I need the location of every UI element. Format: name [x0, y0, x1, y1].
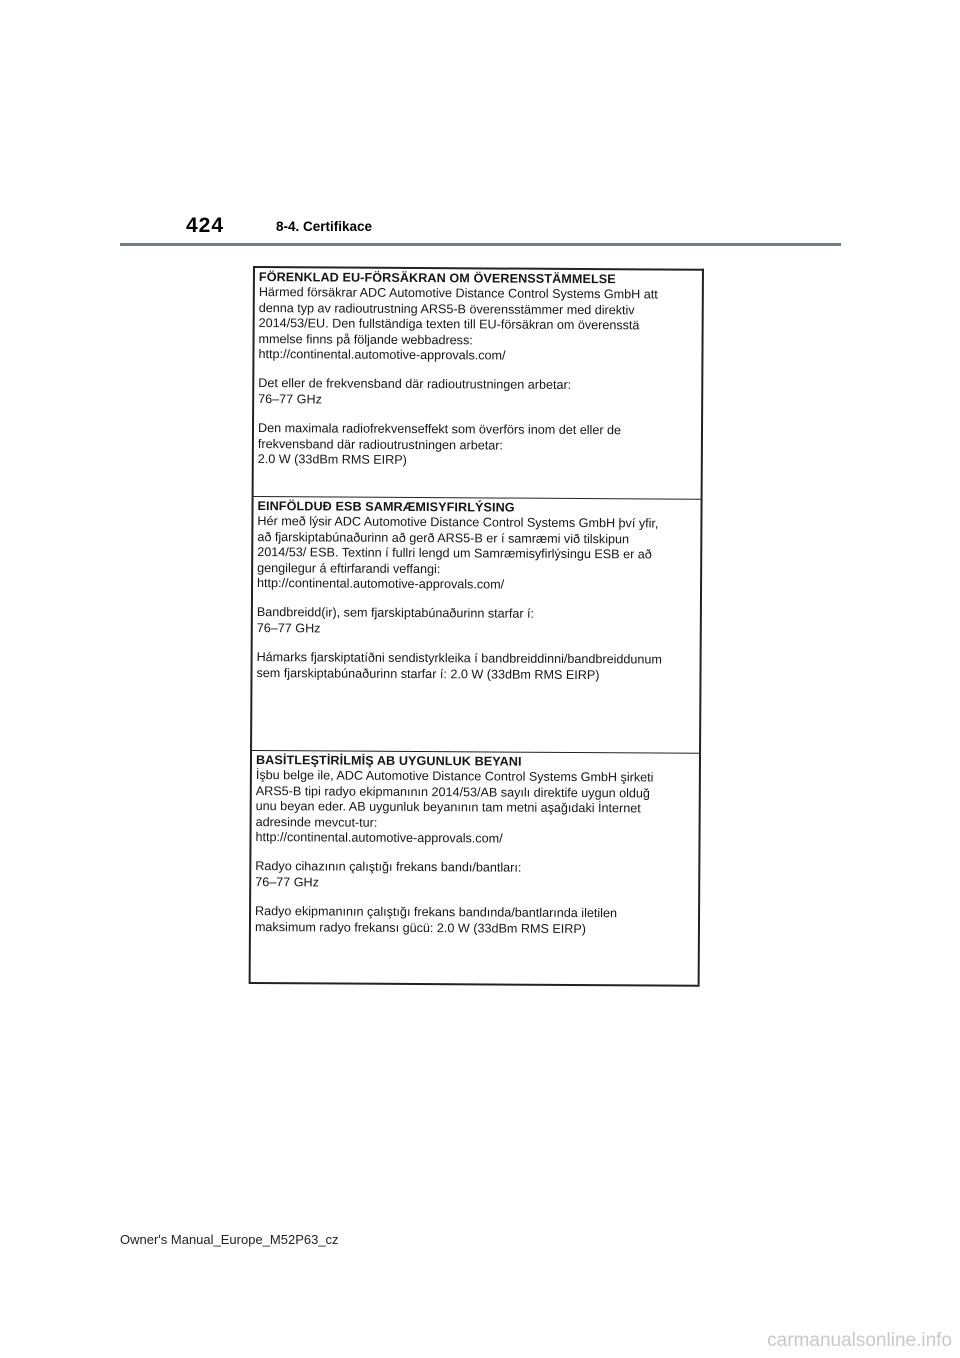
text-line: Det eller de frekvensband där radioutrustningen arbetar:: [258, 376, 572, 393]
declaration-swedish: [254, 268, 702, 499]
page-number: 424: [186, 214, 225, 237]
text-line: frekvensband där radioutrustningen arbetar:: [257, 436, 503, 453]
declaration-body: [258, 285, 696, 470]
url-line: http://continental.automotive-approvals.com/: [258, 347, 506, 363]
text-line: gengilegur á eftirfarandi veffangi:: [257, 560, 441, 576]
declaration-body: [255, 768, 693, 937]
text-line: sem fjarskiptabúnaðurinn starfar í: 2.0 W (33dBm RMS EIRP): [256, 665, 600, 682]
footer-text: Owner's Manual_Europe_M52P63_cz: [120, 1232, 339, 1247]
text-line: unu beyan eder. AB uygunluk beyanının tam metni aşağıdaki İnternet: [255, 799, 641, 816]
text-line: 76–77 GHz: [258, 391, 322, 407]
watermark: carmanualsonline.info: [767, 1330, 952, 1351]
declaration-turkish: [251, 750, 699, 987]
text-line: Hér með lýsir ADC Automotive Distance Control Systems GmbH því yfir,: [257, 514, 659, 531]
declaration-heading: EINFÖLDUÐ ESB SAMRÆMISYFIRLÝSING: [257, 499, 515, 515]
url-line: http://continental.automotive-approvals.com/: [257, 576, 505, 592]
text-line: Den maximala radiofrekvenseffekt som överförs inom det eller de: [257, 421, 622, 438]
text-line: 2.0 W (33dBm RMS EIRP): [257, 452, 407, 468]
declaration-heading: FÖRENKLAD EU-FÖRSÄKRAN OM ÖVERENSSTÄMMELSE: [258, 270, 616, 287]
url-line: http://continental.automotive-approvals.com/: [255, 830, 503, 846]
text-line: İşbu belge ile, ADC Automotive Distance Control Systems GmbH şirketi: [255, 768, 654, 785]
declaration-icelandic: [252, 496, 701, 753]
text-line: Radyo cihazının çalıştığı frekans bandı/bantları:: [255, 859, 522, 876]
header-rule: [120, 243, 841, 246]
text-line: denna typ av radioutrustning ARS5-B överensstämmer med direktiv: [258, 300, 635, 318]
text-line: ARS5-B tipi radyo ekipmanının 2014/53/AB sayılı direktife uygun olduğ: [255, 783, 650, 801]
declaration-heading: BASİTLEŞTİRİLMİŞ AB UYGUNLUK BEYANI: [255, 753, 522, 769]
declaration-body: [256, 514, 694, 683]
text-line: að fjarskiptabúnaðurinn að gerð ARS5-B er í samræmi við tilskipun: [257, 529, 630, 547]
text-line: 2014/53/ ESB. Textinn í fullri lengd um Samræmisyfirlýsingu ESB er að: [257, 545, 652, 562]
declaration-box: [249, 266, 704, 985]
section-title: 8-4. Certifikace: [276, 219, 373, 234]
text-line: Bandbreidd(ir), sem fjarskiptabúnaðurinn starfar í:: [256, 605, 535, 622]
text-line: Radyo ekipmanının çalıştığı frekans bandında/bantlarında iletilen: [255, 904, 618, 921]
text-line: mmelse finns på följande webbadress:: [258, 331, 473, 347]
text-line: Hámarks fjarskiptatíðni sendistyrkleika í bandbreiddinni/bandbreiddunum: [256, 650, 662, 667]
text-line: 2014/53/EU. Den fullständiga texten till EU-försäkran om överensstä: [258, 316, 640, 333]
text-line: Härmed försäkrar ADC Automotive Distance Control Systems GmbH att: [258, 285, 658, 302]
text-line: 76–77 GHz: [256, 620, 321, 636]
text-line: adresinde mevcut-tur:: [255, 814, 378, 830]
text-line: maksimum radyo frekansı gücü: 2.0 W (33dBm RMS EIRP): [254, 919, 587, 936]
text-line: 76–77 GHz: [255, 874, 319, 890]
